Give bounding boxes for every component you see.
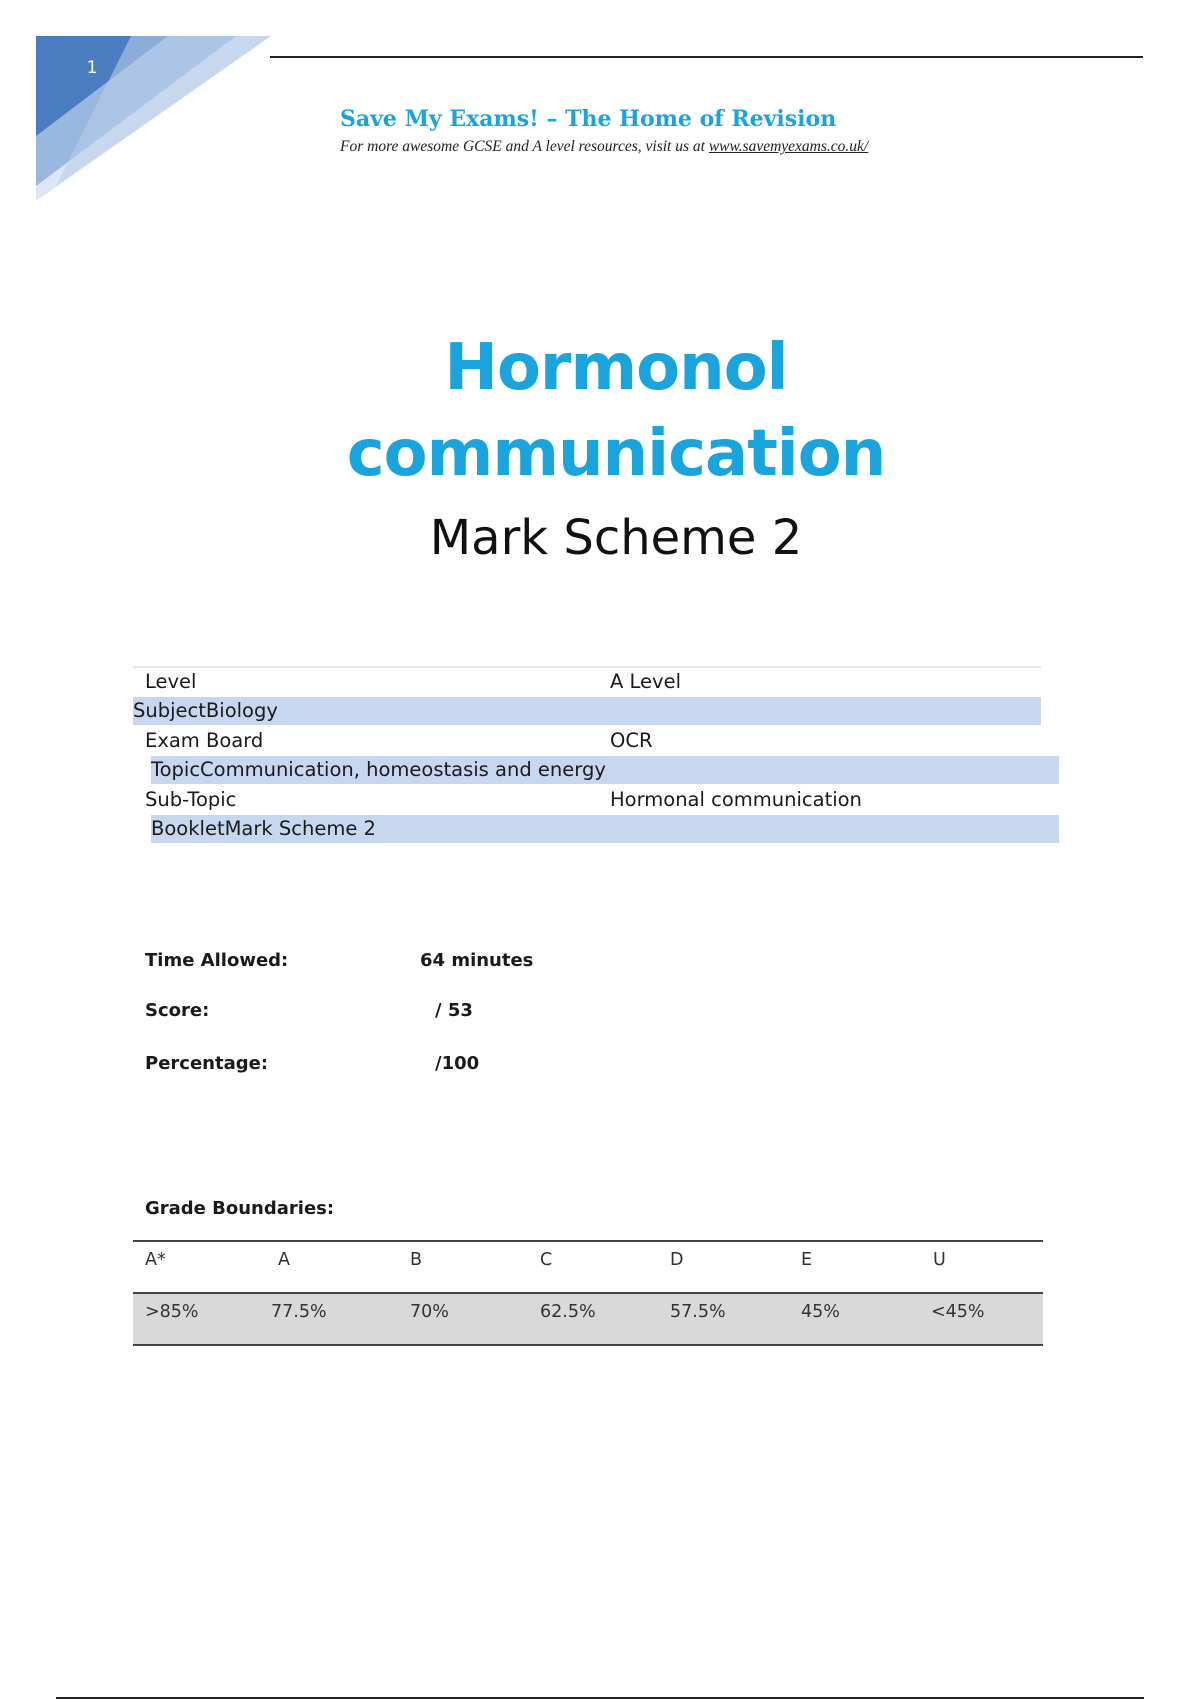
grade-header-c: C	[540, 1250, 553, 1270]
grade-value-c: 62.5%	[540, 1302, 596, 1322]
grade-value-u: <45%	[931, 1302, 985, 1322]
title-line-2: communication	[346, 417, 886, 491]
time-allowed-label: Time Allowed:	[145, 950, 289, 971]
header-rule	[270, 56, 1143, 58]
grade-value-e: 45%	[801, 1302, 840, 1322]
page-number: 1	[86, 58, 98, 78]
grade-header-d: D	[670, 1250, 684, 1270]
booklet-label: Booklet	[151, 817, 225, 840]
grade-header-a-star: A*	[145, 1250, 166, 1270]
website-link[interactable]: www.savemyexams.co.uk/	[708, 138, 869, 155]
grade-values-row	[133, 1294, 1043, 1344]
grade-header-u: U	[933, 1250, 946, 1270]
grade-header-e: E	[801, 1250, 813, 1270]
level-label: Level	[145, 670, 197, 693]
grade-value-d: 57.5%	[670, 1302, 726, 1322]
grade-value-a: 77.5%	[271, 1302, 327, 1322]
info-row-topic	[151, 756, 1059, 784]
score-value: / 53	[435, 1000, 473, 1021]
info-row-sub-topic	[145, 786, 1040, 814]
time-allowed-value: 64 minutes	[420, 950, 534, 971]
grade-header-a: A	[278, 1250, 290, 1270]
subject-value: Biology	[205, 699, 278, 722]
brand-title: Save My Exams! – The Home of Revision	[340, 106, 837, 132]
topic-label: Topic	[151, 758, 201, 781]
grade-value-b: 70%	[410, 1302, 449, 1322]
grade-table-bottom-rule	[133, 1344, 1043, 1346]
info-row-booklet	[151, 815, 1059, 843]
exam-board-value: OCR	[610, 729, 653, 752]
document-subtitle: Mark Scheme 2	[429, 510, 803, 566]
percentage-label: Percentage:	[145, 1053, 269, 1074]
sub-topic-value: Hormonal communication	[610, 788, 862, 811]
grade-boundaries-title: Grade Boundaries:	[145, 1198, 335, 1219]
grade-header-row	[133, 1242, 1043, 1292]
document-title	[300, 325, 932, 497]
grade-header-b: B	[410, 1250, 423, 1270]
tagline	[340, 138, 868, 156]
score-label: Score:	[145, 1000, 210, 1021]
level-value: A Level	[610, 670, 682, 693]
info-row-exam-board	[145, 727, 1040, 755]
subject-label: Subject	[133, 699, 206, 722]
info-row-subject	[133, 697, 1041, 725]
footer-rule	[56, 1697, 1144, 1699]
percentage-value: /100	[435, 1053, 480, 1074]
topic-value: Communication, homeostasis and energy	[200, 758, 606, 781]
grade-boundaries-table	[133, 1240, 1043, 1346]
sub-topic-label: Sub-Topic	[145, 788, 237, 811]
booklet-value: Mark Scheme 2	[224, 817, 376, 840]
title-line-1: Hormonol	[444, 331, 788, 405]
corner-decoration	[36, 36, 271, 201]
exam-board-label: Exam Board	[145, 729, 264, 752]
grade-value-a-star: >85%	[145, 1302, 199, 1322]
info-row-level	[145, 668, 1040, 696]
tagline-text: For more awesome GCSE and A level resources, visit us at	[340, 138, 709, 155]
